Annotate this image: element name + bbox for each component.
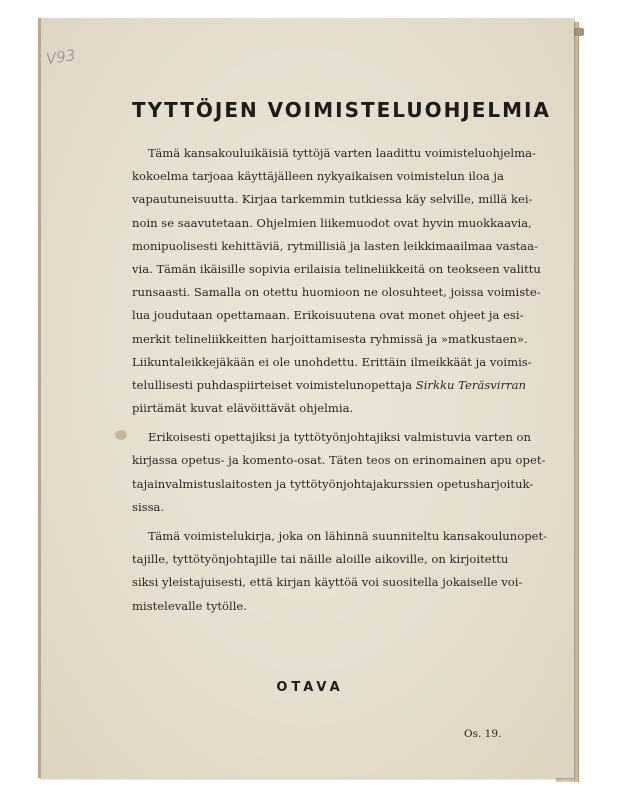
text-line: tajainvalmistuslaitosten ja tyttötyönjohtajakurssien opetusharjoituk- bbox=[132, 476, 534, 491]
text-line: tajille, tyttötyönjohtajille tai näille aloille aikoville, on kirjoitettu bbox=[132, 552, 509, 567]
book-title: TYTTÖJEN VOIMISTELUOHJELMIA bbox=[132, 98, 551, 122]
text-line: mistelevalle tytölle. bbox=[132, 598, 247, 613]
text-line: Liikuntaleikkejäkään ei ole unohdettu. Erittäin ilmeikkäät ja voimis- bbox=[132, 354, 532, 369]
illustrator-name: Sirkku Teräsvirran bbox=[415, 377, 526, 392]
text-line: noin se saavutetaan. Ohjelmien liikemuodot ovat hyvin muokkaavia, bbox=[132, 215, 532, 230]
text-line: Erikoisesti opettajiksi ja tyttötyönjohtajiksi valmistuvia varten on bbox=[148, 430, 531, 445]
text-line: kirjassa opetus- ja komento-osat. Täten teos on erinomainen apu opet- bbox=[132, 453, 546, 468]
text-line: piirtämät kuvat elävöittävät ohjelmia. bbox=[132, 401, 354, 416]
text-line: vapautuneisuutta. Kirjaa tarkemmin tutkiessa käy selville, millä kei- bbox=[132, 192, 533, 207]
text-line: monipuolisesti kehittäviä, rytmillisiä ja lasten leikkimaailmaa vastaa- bbox=[132, 238, 538, 253]
catalog-code: Os. 19. bbox=[464, 728, 502, 740]
text-line: via. Tämän ikäisille sopivia erilaisia telineliikkeitä on teokseen valittu bbox=[132, 261, 541, 276]
text-line: kokoelma tarjoaa käyttäjälleen nykyaikaisen voimistelun iloa ja bbox=[132, 169, 504, 184]
text-line: siksi yleistajuisesti, että kirjan käyttöä voi suositella jokaiselle voi- bbox=[132, 575, 523, 590]
text-line bbox=[132, 374, 526, 397]
page-edge bbox=[38, 18, 41, 778]
text-fragment: telullisesti puhdaspiirteiset voimistelunopettaja bbox=[132, 377, 416, 392]
publisher-name: OTAVA bbox=[276, 680, 344, 695]
text-line: lua joudutaan opettamaan. Erikoisuutena ovat monet ohjeet ja esi- bbox=[132, 308, 524, 323]
paper-stain bbox=[115, 430, 127, 440]
text-line: sissa. bbox=[132, 499, 165, 514]
handwritten-note: V93 bbox=[44, 46, 77, 68]
text-line: runsaasti. Samalla on otettu huomioon ne olosuhteet, joissa voimiste- bbox=[132, 285, 541, 300]
blurb-text bbox=[132, 142, 548, 618]
text-line: Tämä kansakouluikäisiä tyttöjä varten laadittu voimisteluohjelma- bbox=[148, 146, 536, 160]
text-line: merkit telineliikkeitten harjoittamisesta ryhmissä ja »matkustaen». bbox=[132, 331, 528, 346]
text-line: Tämä voimistelukirja, joka on lähinnä suunniteltu kansakoulunopet- bbox=[148, 529, 548, 543]
spine-corner bbox=[574, 28, 584, 36]
